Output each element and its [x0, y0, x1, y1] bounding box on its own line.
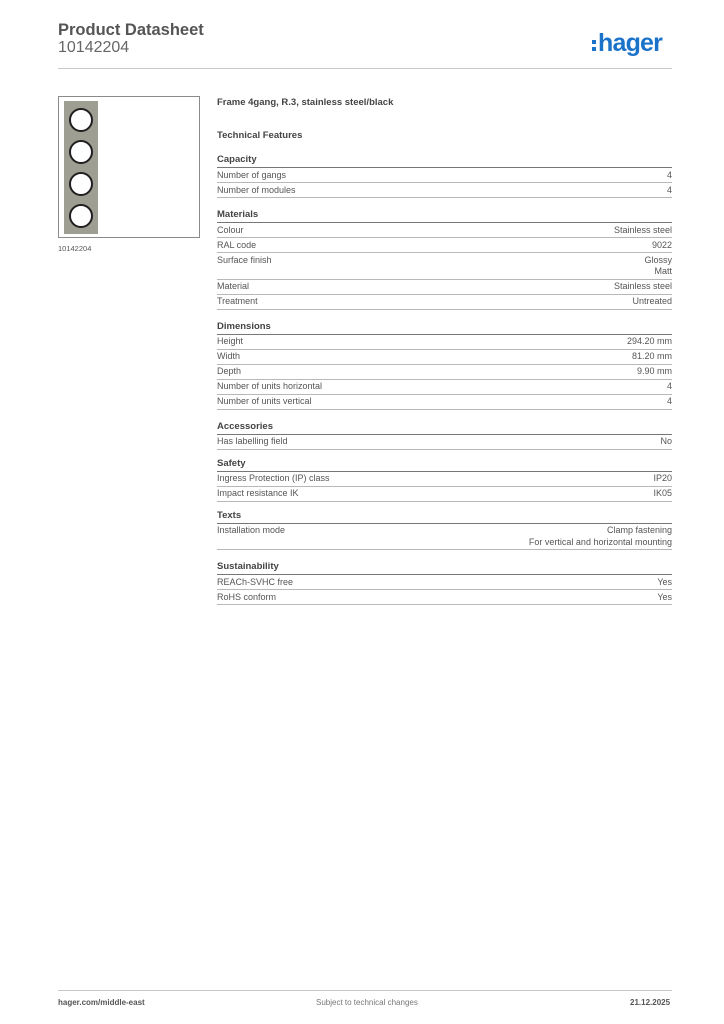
spec-value — [627, 336, 672, 348]
spec-value-line: No — [660, 436, 672, 446]
product-image — [58, 96, 200, 238]
spec-row — [217, 223, 672, 238]
gang-ring — [69, 140, 93, 164]
gang-ring — [69, 172, 93, 196]
footer-website-link[interactable]: hager.com/middle-east — [58, 998, 145, 1007]
spec-row — [217, 380, 672, 395]
spec-row — [217, 575, 672, 590]
spec-label: Number of modules — [217, 184, 296, 195]
spec-row — [217, 183, 672, 198]
gang-ring — [69, 204, 93, 228]
technical-content — [217, 96, 672, 616]
spec-value-line: Matt — [654, 266, 672, 276]
section-capacity — [217, 154, 672, 198]
product-name: Frame 4gang, R.3, stainless steel/black — [217, 97, 394, 108]
spec-value-line: For vertical and horizontal mounting — [528, 536, 672, 547]
product-number: 10142204 — [58, 39, 130, 56]
spec-value-line: Stainless steel — [613, 224, 672, 235]
spec-row — [217, 472, 672, 487]
spec-label: Has labelling field — [217, 436, 288, 446]
spec-row — [217, 253, 672, 280]
logo-colon-mark — [592, 40, 596, 51]
spec-value-line: 9022 — [651, 239, 672, 250]
spec-label: Ingress Protection (IP) class — [217, 473, 330, 483]
spec-value — [614, 281, 672, 293]
spec-row — [217, 590, 672, 605]
spec-value-line: Yes — [657, 591, 672, 602]
spec-value — [653, 488, 672, 500]
spec-value — [637, 366, 672, 378]
spec-value — [657, 592, 672, 604]
spec-label: Colour — [217, 224, 244, 235]
hager-logo — [592, 28, 662, 58]
spec-row — [217, 435, 672, 450]
spec-value — [614, 225, 672, 237]
section-title: Materials — [217, 209, 672, 223]
spec-value — [632, 296, 672, 308]
spec-value-line: 4 — [666, 381, 672, 391]
spec-value — [657, 577, 672, 589]
spec-value — [667, 185, 672, 197]
feature-sections — [217, 154, 672, 605]
image-caption: 10142204 — [58, 244, 92, 253]
spec-value — [644, 255, 672, 278]
gang-ring — [69, 108, 93, 132]
section-safety — [217, 458, 672, 502]
section-title: Accessories — [217, 421, 672, 435]
section-title: Safety — [217, 458, 672, 472]
spec-value-line: 4 — [666, 396, 672, 406]
spec-row — [217, 487, 672, 502]
spec-value-line: IP20 — [653, 473, 672, 483]
spec-label: REACh-SVHC free — [217, 576, 294, 587]
spec-value-line: IK05 — [653, 488, 672, 498]
spec-label: Width — [217, 351, 241, 361]
spec-label: Number of units vertical — [217, 396, 312, 406]
footer-notice: Subject to technical changes — [316, 998, 418, 1007]
spec-value-line: Clamp fastening — [606, 525, 672, 535]
frame-illustration — [64, 101, 98, 234]
spec-value — [667, 396, 672, 408]
section-texts — [217, 510, 672, 551]
section-title: Sustainability — [217, 561, 672, 575]
spec-label: Height — [217, 336, 244, 346]
spec-value — [660, 436, 672, 448]
spec-label: Surface finish — [217, 254, 272, 265]
spec-value — [529, 525, 672, 548]
spec-value-line: 81.20 mm — [631, 351, 672, 361]
section-materials — [217, 209, 672, 310]
spec-row — [217, 524, 672, 551]
section-title: Capacity — [217, 154, 672, 168]
section-dimensions — [217, 321, 672, 410]
spec-row — [217, 295, 672, 310]
spec-label: Depth — [217, 366, 242, 376]
spec-value — [653, 473, 672, 485]
page-title: Product Datasheet — [58, 21, 204, 39]
spec-value — [667, 170, 672, 182]
spec-value-line: 4 — [666, 184, 672, 195]
spec-label: Number of units horizontal — [217, 381, 323, 391]
spec-row — [217, 238, 672, 253]
spec-label: Impact resistance IK — [217, 488, 299, 498]
section-title: Texts — [217, 510, 672, 524]
spec-row — [217, 350, 672, 365]
spec-label: RoHS conform — [217, 591, 277, 602]
spec-value — [632, 351, 672, 363]
spec-label: Material — [217, 281, 250, 291]
spec-value-line: Untreated — [632, 296, 672, 306]
spec-row — [217, 280, 672, 295]
spec-label: Installation mode — [217, 525, 286, 535]
footer-divider — [58, 990, 672, 991]
spec-row — [217, 335, 672, 350]
spec-label: Treatment — [217, 296, 258, 306]
logo-text: hager — [598, 28, 663, 57]
spec-value-line: 4 — [666, 169, 672, 180]
technical-features-title: Technical Features — [217, 130, 303, 141]
section-accessories — [217, 421, 672, 450]
spec-row — [217, 168, 672, 183]
spec-label: Number of gangs — [217, 169, 287, 180]
spec-value-line: Glossy — [644, 254, 672, 265]
spec-value-line: 9.90 mm — [636, 366, 672, 376]
header-divider — [58, 68, 672, 69]
spec-row — [217, 395, 672, 410]
spec-value-line: Stainless steel — [613, 281, 672, 291]
footer-date: 21.12.2025 — [630, 998, 671, 1007]
spec-value-line: Yes — [657, 576, 672, 587]
section-title: Dimensions — [217, 321, 672, 335]
spec-value — [652, 240, 672, 252]
section-sustainability — [217, 561, 672, 605]
spec-row — [217, 365, 672, 380]
spec-label: RAL code — [217, 239, 257, 250]
spec-value-line: 294.20 mm — [626, 336, 672, 346]
spec-value — [667, 381, 672, 393]
